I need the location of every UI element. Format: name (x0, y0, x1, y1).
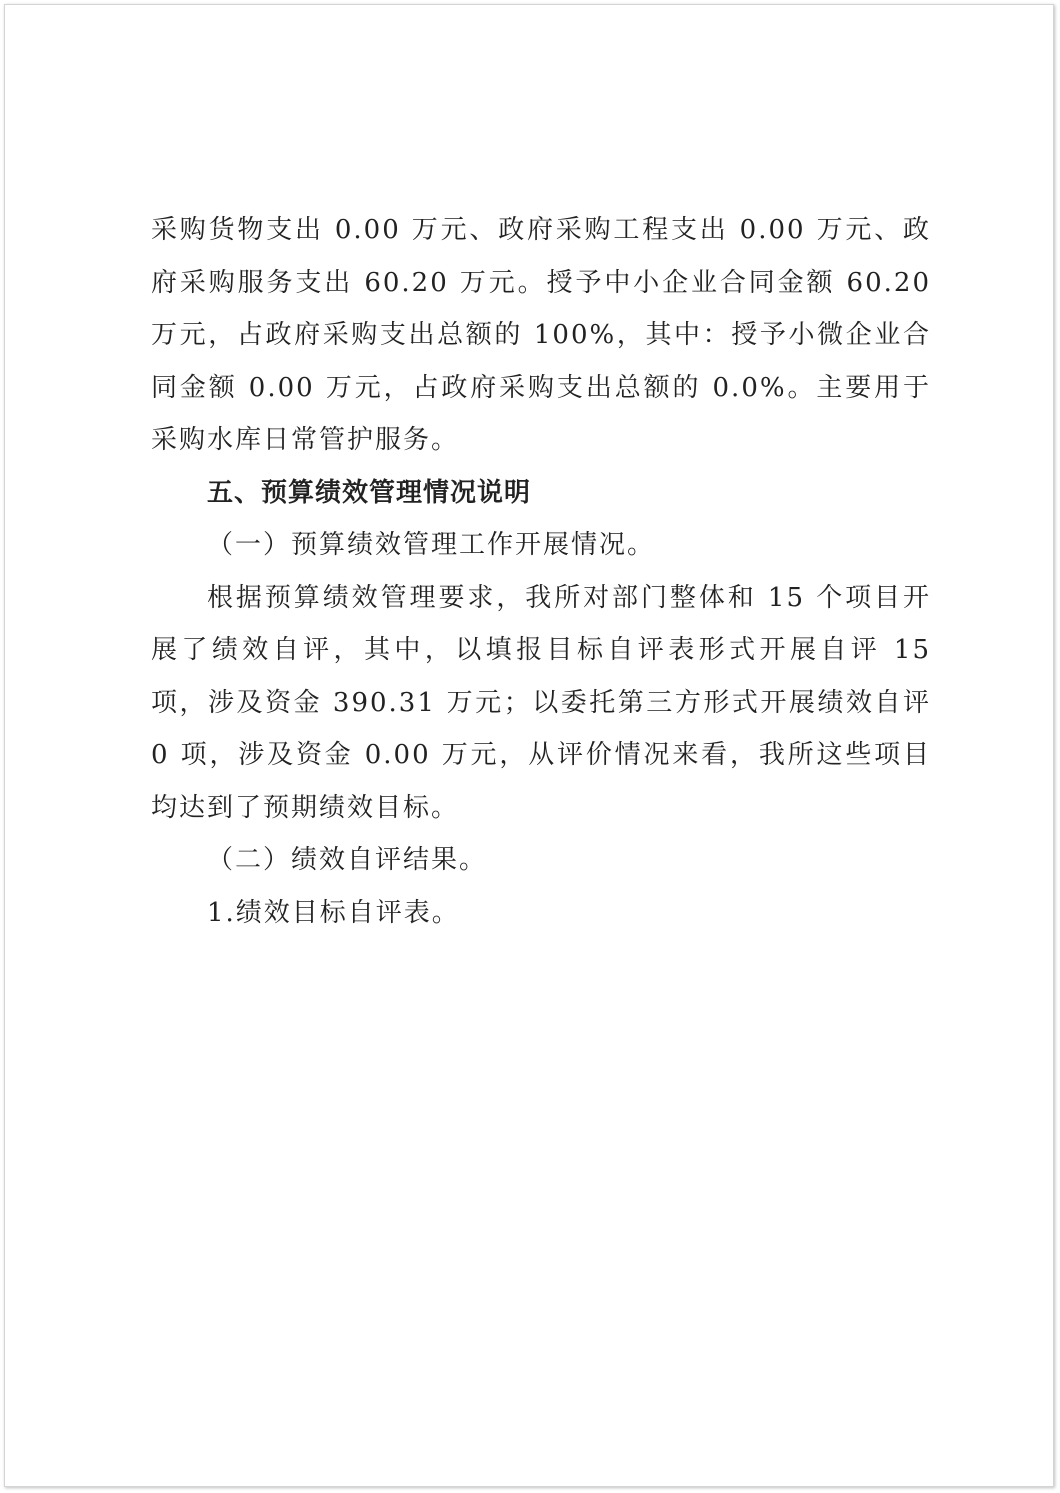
performance-paragraph: 根据预算绩效管理要求，我所对部门整体和 15 个项目开展了绩效自评，其中，以填报目标自评表形式开展自评 15 项，涉及资金 390.31 万元；以委托第三方形式开展绩效自评 0 项，涉及资金 0.00 万元，从评价情况来看，我所这些项目均达到了预期绩效目标。 (151, 582, 931, 823)
section-heading: 五、预算绩效管理情况说明 (207, 477, 532, 508)
document-page (4, 4, 1054, 1487)
document-body (151, 204, 931, 939)
procurement-paragraph: 采购货物支出 0.00 万元、政府采购工程支出 0.00 万元、政府采购服务支出 60.20 万元。授予中小企业合同金额 60.20 万元，占政府采购支出总额的 100%，其中：授予小微企业合同金额 0.00 万元，占政府采购支出总额的 0.0%。主要用于采购水库日常管护服务。 (151, 215, 931, 455)
subsection-heading-2: （二）绩效自评结果。 (207, 845, 488, 875)
subsection-heading-1: （一）预算绩效管理工作开展情况。 (207, 530, 656, 560)
list-item-1: 1.绩效目标自评表。 (207, 897, 460, 928)
